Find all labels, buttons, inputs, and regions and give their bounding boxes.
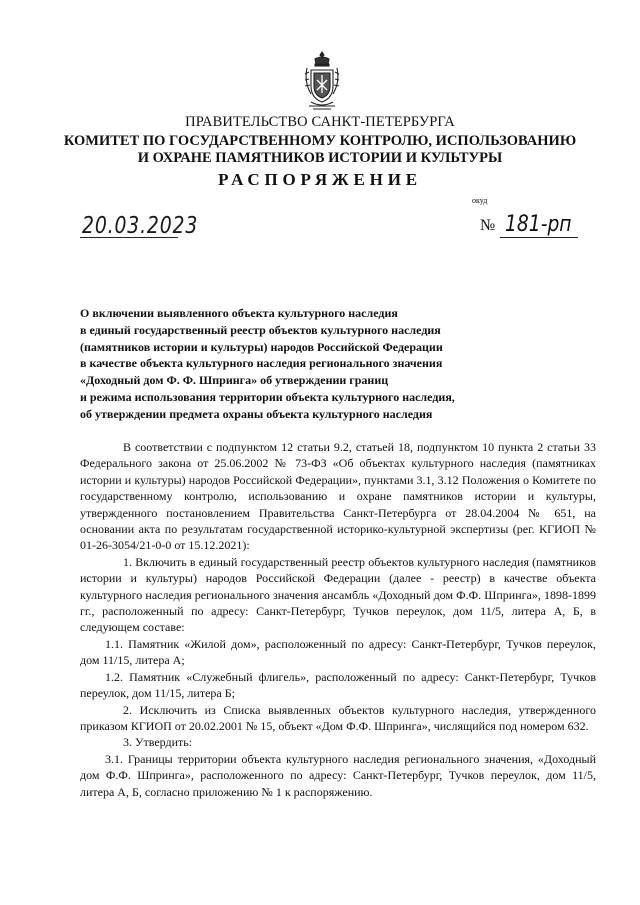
document-subject [80, 305, 520, 423]
document-type: РАСПОРЯЖЕНИЕ [218, 170, 422, 189]
subject-line: и режима использования территории объекта культурного наследия, [80, 389, 455, 404]
number-underline [500, 237, 578, 238]
preamble-paragraph: В соответствии с подпунктом 12 статьи 9.2, статьей 18, подпунктом 10 пункта 2 статьи 33 Федерального закона от 25.06.2002 № 73-ФЗ «Об объектах культурного наследия (памятниках истории и культуры) народов Российской Федерации», пунктами 3.1, 3.12 Положения о Комитете по государственному контролю, использованию и охране памятников истории и культуры, утвержденного постановлением Правительства Санкт-Петербурга от 28.04.2004 № 651, на основании акта по результатам государственной историко-культурной экспертизы (рег. КГИОП № 01-26-3054/21-0-0 от 15.12.2021): [80, 440, 596, 553]
date-underline [80, 237, 178, 238]
okud-label: окуд [472, 196, 488, 205]
document-body [80, 439, 596, 800]
subject-line: (памятников истории и культуры) народов Российской Федерации [80, 339, 443, 354]
document-number: 181-рп [505, 212, 572, 237]
government-name: ПРАВИТЕЛЬСТВО САНКТ-ПЕТЕРБУРГА [185, 114, 455, 130]
committee-name-line1: КОМИТЕТ ПО ГОСУДАРСТВЕННОМУ КОНТРОЛЮ, ИСПОЛЬЗОВАНИЮ [63, 133, 577, 149]
document-date: 20.03.2023 [82, 213, 199, 239]
number-label: № [480, 217, 496, 234]
item-3-paragraph: 3. Утвердить: [123, 735, 193, 750]
subject-line: в качестве объекта культурного наследия регионального значения [80, 356, 443, 371]
committee-name-line2: И ОХРАНЕ ПАМЯТНИКОВ ИСТОРИИ И КУЛЬТУРЫ [137, 150, 503, 166]
item-1-paragraph: 1. Включить в единый государственный реестр объектов культурного наследия (памятников истории и культуры) народов Российской Федерации (далее - реестр) в качестве объекта культурного наследия регионального значения ансамбль «Доходный дом Ф.Ф. Шпринга», 1898-1899 гг., расположенный по адресу: Санкт-Петербург, Тучков переулок, дом 11/5, литера А, Б, в следующем составе: [80, 554, 596, 635]
subject-line: об утверждении предмета охраны объекта культурного наследия [80, 406, 433, 421]
item-2-paragraph: 2. Исключить из Списка выявленных объектов культурного наследия, утвержденного приказом КГИОП от 20.02.2001 № 15, объект «Дом Ф.Ф. Шпринга», числящийся под номером 632. [80, 702, 596, 733]
item-3-1-paragraph: 3.1. Границы территории объекта культурного наследия регионального значения, «Доходный дом Ф.Ф. Шпринга», расположенного по адресу: Санкт-Петербург, Тучков переулок, дом 11/5, литера А, Б, согласно приложению № 1 к распоряжению. [80, 751, 596, 799]
coat-of-arms-icon [303, 50, 341, 112]
item-1-1-paragraph: 1.1. Памятник «Жилой дом», расположенный по адресу: Санкт-Петербург, Тучков переулок, дом 11/15, литера А; [80, 636, 596, 668]
subject-line: «Доходный дом Ф. Ф. Шпринга» об утверждении границ [80, 373, 389, 388]
subject-line: О включении выявленного объекта культурного наследия [80, 306, 398, 320]
subject-line: в единый государственный реестр объектов культурного наследия [80, 322, 441, 337]
item-1-2-paragraph: 1.2. Памятник «Служебный флигель», расположенный по адресу: Санкт-Петербург, Тучков переулок, дом 11/15, литера Б; [80, 669, 596, 701]
